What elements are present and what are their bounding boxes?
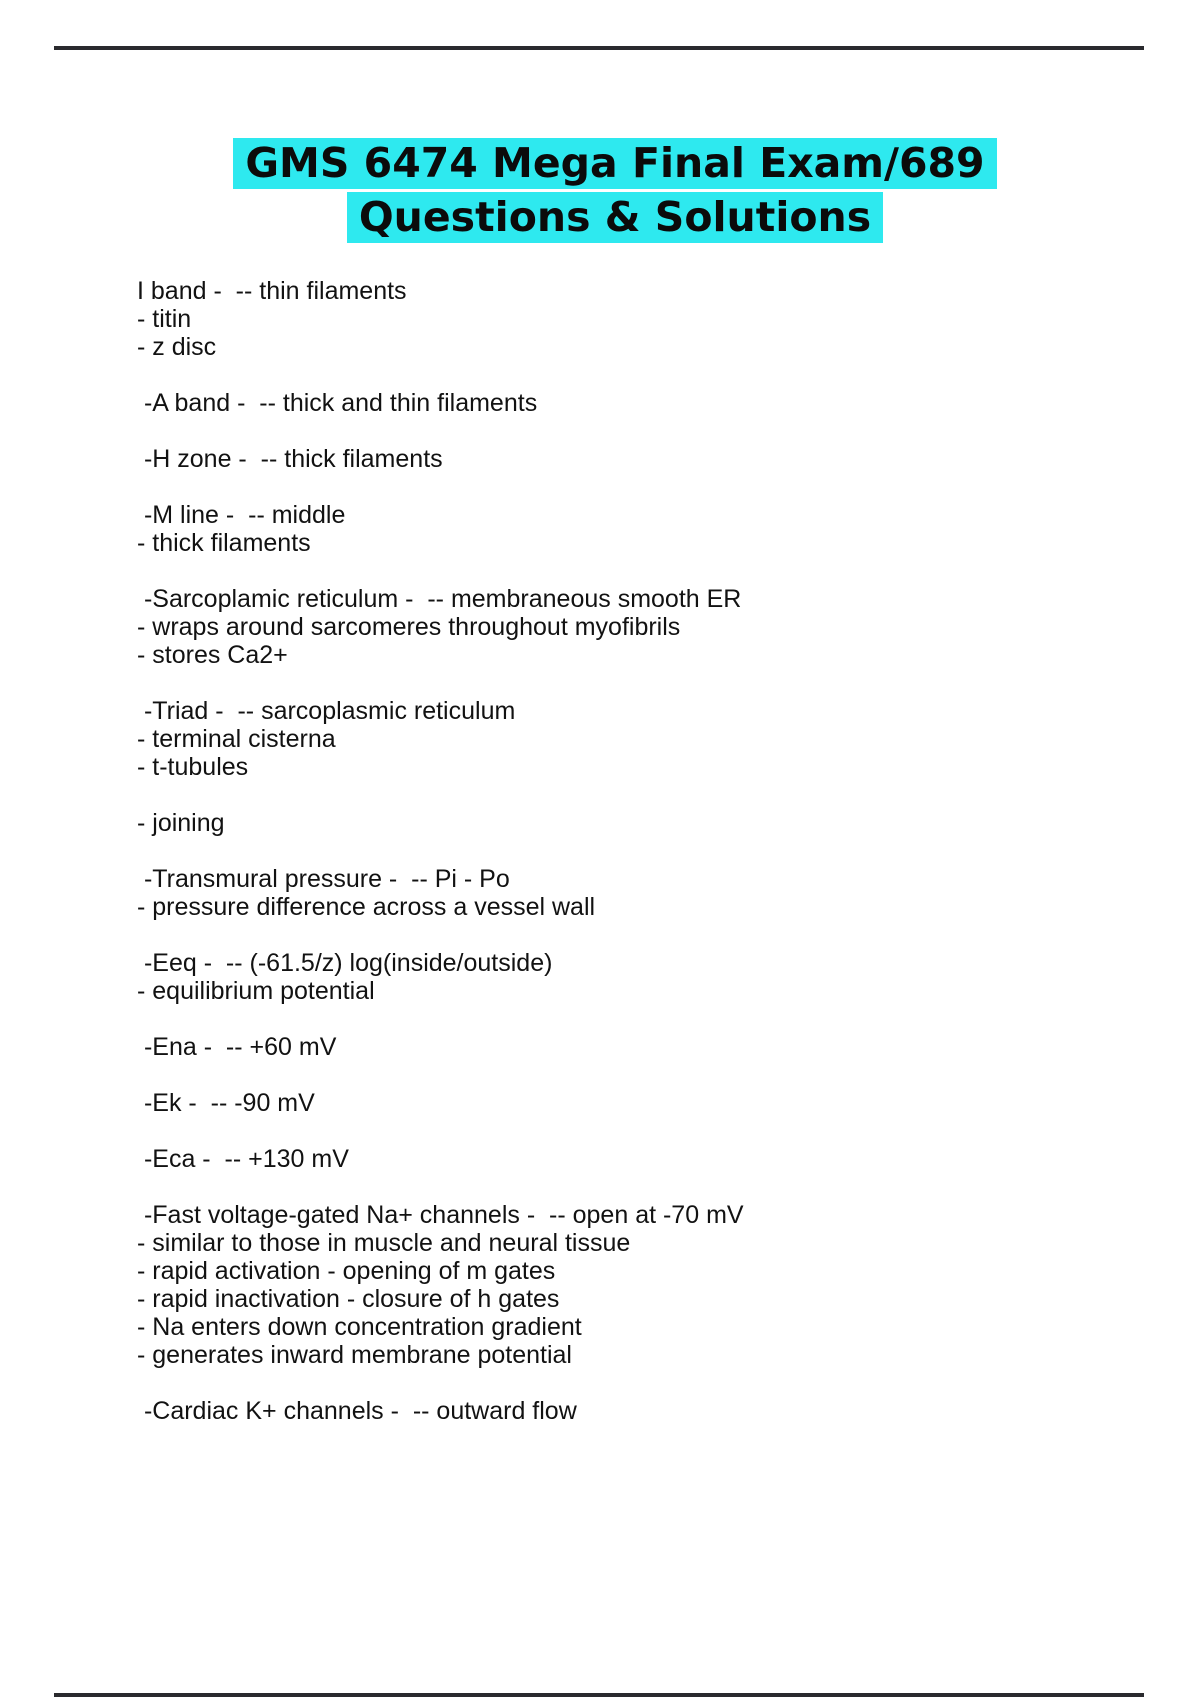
paragraph bbox=[137, 585, 1117, 669]
text-line: - rapid inactivation - closure of h gates bbox=[137, 1285, 560, 1313]
document-body bbox=[137, 277, 1117, 1425]
paragraph bbox=[137, 277, 1117, 361]
text-line: -Eca - -- +130 mV bbox=[137, 1145, 349, 1173]
title-line-2: Questions & Solutions bbox=[347, 192, 883, 243]
text-line: - Na enters down concentration gradient bbox=[137, 1313, 582, 1341]
paragraph bbox=[137, 949, 1117, 1005]
text-line: -Triad - -- sarcoplasmic reticulum bbox=[137, 697, 516, 725]
text-line: I band - -- thin filaments bbox=[137, 277, 407, 305]
title-line-1: GMS 6474 Mega Final Exam/689 bbox=[233, 138, 996, 189]
text-line: -Ena - -- +60 mV bbox=[137, 1033, 337, 1061]
top-rule bbox=[54, 46, 1144, 50]
text-line: - t-tubules bbox=[137, 753, 249, 781]
bottom-rule bbox=[54, 1693, 1144, 1697]
text-line: -A band - -- thick and thin filaments bbox=[137, 389, 538, 417]
text-line: - z disc bbox=[137, 333, 217, 361]
text-line: -Ek - -- -90 mV bbox=[137, 1089, 315, 1117]
paragraph bbox=[137, 809, 1117, 837]
text-line: - thick filaments bbox=[137, 529, 311, 557]
paragraph bbox=[137, 1089, 1117, 1117]
text-line: -Eeq - -- (-61.5/z) log(inside/outside) bbox=[137, 949, 553, 977]
text-line: -Cardiac K+ channels - -- outward flow bbox=[137, 1397, 577, 1425]
text-line: - generates inward membrane potential bbox=[137, 1341, 572, 1369]
paragraph bbox=[137, 1033, 1117, 1061]
text-line: - terminal cisterna bbox=[137, 725, 336, 753]
title-line-1-row bbox=[135, 138, 1095, 192]
text-line: - titin bbox=[137, 305, 192, 333]
paragraph bbox=[137, 501, 1117, 557]
title-line-2-row bbox=[135, 192, 1095, 246]
text-line: -Transmural pressure - -- Pi - Po bbox=[137, 865, 510, 893]
text-line: - joining bbox=[137, 809, 225, 837]
text-line: - wraps around sarcomeres throughout myofibrils bbox=[137, 613, 681, 641]
paragraph bbox=[137, 389, 1117, 417]
text-line: -H zone - -- thick filaments bbox=[137, 445, 443, 473]
text-line: -Fast voltage-gated Na+ channels - -- open at -70 mV bbox=[137, 1201, 744, 1229]
paragraph bbox=[137, 1397, 1117, 1425]
paragraph bbox=[137, 1145, 1117, 1173]
text-line: - similar to those in muscle and neural tissue bbox=[137, 1229, 631, 1257]
paragraph bbox=[137, 865, 1117, 921]
text-line: - equilibrium potential bbox=[137, 977, 375, 1005]
text-line: - stores Ca2+ bbox=[137, 641, 288, 669]
paragraph bbox=[137, 445, 1117, 473]
text-line: -Sarcoplamic reticulum - -- membraneous smooth ER bbox=[137, 585, 742, 613]
paragraph bbox=[137, 1201, 1117, 1369]
text-line: -M line - -- middle bbox=[137, 501, 346, 529]
document-title bbox=[135, 138, 1095, 246]
text-line: - pressure difference across a vessel wall bbox=[137, 893, 596, 921]
text-line: - rapid activation - opening of m gates bbox=[137, 1257, 556, 1285]
paragraph bbox=[137, 697, 1117, 781]
